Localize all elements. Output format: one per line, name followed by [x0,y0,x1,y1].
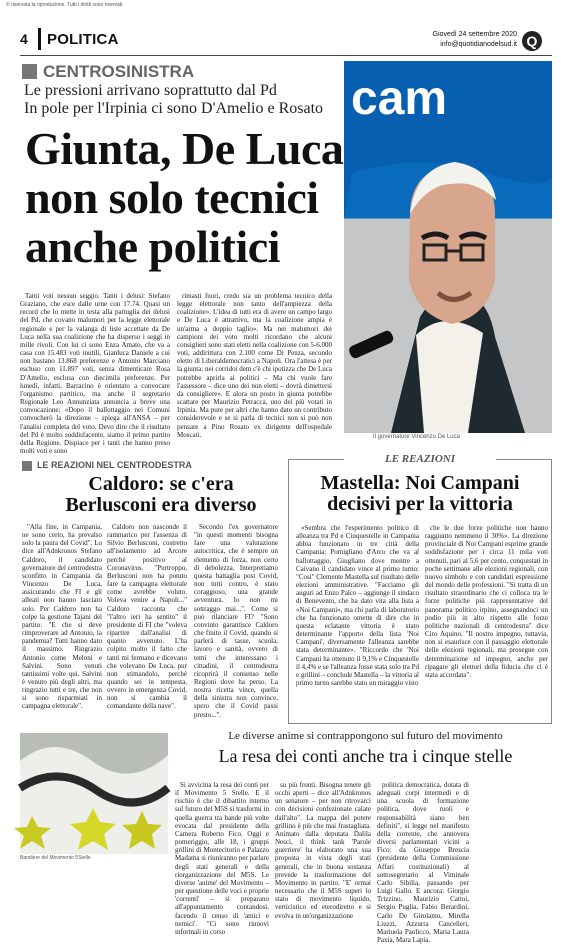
main-kicker: CENTROSINISTRA [43,62,195,81]
main-headline [25,124,345,271]
reactions-headline-line-1: Mastella: Noi Campani [320,472,520,494]
copyright-notice: © riservata la riproduzione. Tutti i diritti sono riservati. [6,2,124,8]
publication-date: Giovedì 24 settembre 2020 [432,31,517,38]
q-logo-icon: Q [522,31,542,51]
reactions-paragraph-2: che le due forze politiche non hanno raggiunto nemmeno il 30%». La direzione provinciale di Noi Campani esprime grande soddisfazione per i circa 11 mila voti ottenuti, pari al 5,6 per cento, conquistati in poche settimane alle elezioni regionali, con nuovo simbolo e con candidati espressione del mondo delle professioni. "Si tratta di un risultato straordinario che ci colloca tra le forze politiche più rappresentative del panorama politico irpino, assegnandoci un podio più in alto rispetto alle forze politiche nazionali di centrodestra" dice Ciro Aquino. "Il nostro impegno, tuttavia, non si esaurisce con il passaggio elettorale delle elezioni regionali, ma prosegue con determinazione ed impegno, anche per ripagare gli elettori della fiducia che ci è stata accordata". [425,524,548,679]
de-luca-photo-illustration [344,61,552,433]
reactions-column-2 [425,524,548,718]
header-rule [38,28,41,50]
reactions-paragraph-1: «Sembra che l'esperimento politico di alleanza tra Pd e Cinquestelle in Campania abbia funzionato in tre città della Campania: Pomigliano d'Arco che va al ballottaggio, Giugliano dove mentre a Caivano il candidato vince al primo turno: "Così" Clemente Mastella sul risultato delle elezioni amministrative. "Facciamo gli auguri ad Enzo Palco – aggiunge il sindaco di Benevento, che ha dato vita alla lista a «Noi Campani», ma chi parla di laboratorio che ha funzionato omette di dire che in questa eclatante vittoria è stato determinante l'apporto della lista 'Noi Campani', diversamente l'alleanza sarebbe stata determinante». "Riccordo che 'Noi Campani ha ottenuto il 9,1% e Cinquestelle il 4,4% e se l'alleanza fosse stata solo tra Pd e grillini – conclude Mastella – la vittoria al primo turno sarebbe stato un miraggio visto [296,524,419,687]
reactions-label: LE REAZIONI [344,452,496,466]
centrodestra-headline-line-1: Caldoro: se c'era [88,473,234,495]
centrodestra-headline [42,474,280,516]
centrodestra-paragraph-2: Caldoro non nasconde il rammarico per l'assenza di Silvio Berlusconi, costretto all'isolamento ad Arcore perché positivo al Coronavirus. "Purtroppo, Berlusconi non ha potuto fare la campagna elettorale come avrebbe voluto. Voleva venire a Napoli..." Caldoro racconta che "l'altro ieri ha sentito" il presidente di FI che "voleva ripartire dall'analisi di quanto avvenuto. L'ha colpito molto il fatto che tanti mi fermano e dicevano che volevano De Luca, pur non stimandolo, perché quando sei in tempesta, ovvero in emergenza Covid, non si cambia il comandante della nave". [107,523,187,711]
main-headline-line-3: anche politici [25,221,280,272]
main-deck [24,82,342,118]
main-deck-line-1: Le pressioni arrivano soprattutto dal Pd [24,82,277,99]
main-deck-line-2: In pole per l'Irpinia ci sono D'Amelio e Rosato [24,100,324,117]
movement-photo-caption: Bandiere del Movimento 5Stelle [20,855,91,861]
movement-flags-photo [20,733,168,854]
centrodestra-column-3 [194,523,278,721]
main-story-column-1 [20,292,170,455]
bottom-story-paragraph-2: su più fronti. Bisogna tenere gli occhi aperti – dice all'Adnkronos un senatore – per non ritrovarci con decisioni confezionate calate dall'alto". La mappa del potere grillino è più che mai frastagliata. Animato dalla deputata Dalila Nesci, il think tank 'Parole guerriere' ha elaborato una sua proposta in vista degli stati generali, che in buona sostanza prevede la trasformazione del Movimento in partito. "E' ormai necessario che il M5S superi lo stato di movimento liquido, verticistico ed eterodiretto e si evolva in un'organizzazione [275,781,371,920]
header-divider [20,55,552,56]
centrodestra-paragraph-1: "Alla fine, in Campania, ne sono certo, ha prevalso solo la paura del Covid". Lo dice all'Adnkronos Stefano Caldoro, il candidato governatore del centrodestra sconfitto in Campania da Vincenzo De Luca, assicurando che FI e gli alleati non hanno lasciato solo. Per Caldoro non ha colpe la gestione Tajani del partito: "E che si deve rimproverare ad Antonio, la pandemia? Tutti hanno dato il massimo. Ringrazio Antonio come Meloni e Salvini. Sono venuti tantissimi volte qui. Salvini è venuto più degli altri, ma ringrazio tutti e tre, che non si sono risparmiati in campagna elettorale". [22,523,102,711]
main-headline-line-2: non solo tecnici [25,172,319,223]
reactions-headline-line-2: decisivi per la vittoria [327,493,513,515]
main-story-paragraph-2: rimasti fuori, credo sia un problema tecnico della legge elettorale non tanto dell'ampiezza della coalizione». L'idea di tutti era di avere un campo largo e De Luca è attrattivo, ma la coalizione ampia è un'arma a doppio taglio». Ma nei malumori dei campioni dei voto molti ricordano che alcuni consiglieri sono stati eletti nella coalizione con 5-6.000 voti, addirittura con 2.100 come Di Penza, secondo eletto di Liberaldemocratici a Napoli. Ora l'attesa è per la giunta: nei corridoi dem c'è chi ipotizza che De Luca potrebbe aprirla ai politici – Ma chi vuole fare l'assessore – dice uno dei non eletti – dovrà dimettersi da consigliere». E alora un posto in giunta potrebbe scattare per Maurizio Petracca, uno dei più votati in Irpinia. Ma pure per altri che hanno dato un contributo considerevole e se si parla di tecnici non si può non pensare a Pino Rosato ex dirigente dell'ospedale Moscati. [177,292,332,439]
centrodestra-section-marker [22,461,32,471]
main-photo-caption: Il governatore Vincenzo De Luca [373,434,460,440]
centrodestra-label: LE REAZIONI NEL CENTRODESTRA [37,460,192,470]
bottom-story-paragraph-1: Si avvicina la resa dei conti per il Movimento 5 Stelle. E il rischio è che il dibattito interno sul futuro del M5S si trasformi in quella guerra tra bande più volte evocata dal presidente della Camera Roberto Fico. Oggi e pomeriggio, alle 18, i gruppi grillini di Montecitorio e Palazzo Madama si riuniranno per parlare degli stati generali e della riorganizzazione del M5S. Le diverse 'anime' del Movimento – per questione delle voci e proprie 'correnti' – si preparano all'appuntamento contandosi, facendo il censo di 'amici e nemici'. "Ci sono rinnovi informali in corso [175,781,269,936]
reactions-headline [303,473,537,515]
main-story-column-2 [177,292,332,439]
publication-email: info@quotidianodelsud.it [440,41,517,48]
reactions-column-1 [296,524,419,718]
bottom-deck: Le diverse anime si contrappongono sul futuro del movimento [228,730,503,742]
de-luca-photo [344,61,552,433]
centrodestra-paragraph-3: Secondo l'ex governatore "in questi momenti bisogna fare una valutazione autocritica, che è sempre un elemento di forza, non certo di debolezza. Interpretiamo questa battaglia post Covid, non tutti contro, è stato coraggioso, una grande avventura. Io non mi sottraggo mai...". Come si può rilanciare FI? "Sono convinto garantisce Caldoro che finito il Covid, quando si parlerà di tasse, scuola, lavoro e sanità, ovvero di temi che interessano i cittadini, il centrodestra ricoprirà il consenso nelle Regioni dove ha perso. La nostra ricetta vince, quella della sinistra non convince, spero che il Covid passi presto...". [194,523,278,719]
main-story-paragraph-1: Tanti voti nessun seggio. Tanti i delusi: Stefano Graziano, che esce dalle urne con 17.74. Quasi un record che lo mette in testa alla pattuglia dei delusi del Pd, che covano malumori per la legge elettorale regionale e per la valanga di liste accettate da De Luca nella sua coalizione che ha disperso i seggi in mille rivoli. Con lui ci sono Enza Amato, che va a casa con 15.483 voti inutili, Gianluca Daniele a cui non bastano 13.868 preferenze e Antonio Marciano escluso con 11.897 voti, senza dimenticare Rosa D'Amelio, esclusa con diecimila preferenze. Per lunedì, infatti, Barracino è orientato a convocare l'organismo partitico, ma anche il segretario Regionale Leo Annunziata annuncia a breve una convocazione: «Dopo il ballottaggio nei Comuni convocherò la direzione – spiega all'ANSA – per l'analisi completa del voto. Devo dire che il risultato del Pd è molto soddisfacente, siamo il primo partito della Regione. Dispiace per i tanti che hanno preso molti voti e sono [20,292,170,455]
page-number: 4 [20,31,28,47]
centrodestra-column-2 [107,523,187,721]
publication-dateline [402,30,517,50]
section-title: POLITICA [47,31,119,48]
movement-flags-illustration [20,733,168,854]
section-marker [22,64,37,79]
bottom-story-column-2 [275,781,371,920]
main-headline-line-1: Giunta, De Luca [25,123,344,174]
centrodestra-headline-line-2: Berlusconi era diverso [65,494,257,516]
bottom-headline: La resa dei conti anche tra i cinque stelle [218,746,513,766]
bottom-story-column-1 [175,781,269,936]
bottom-story-paragraph-3: politica democratica, dotata di adeguati corpi intermedi e di una scuola di formazione politica, dove ruoli e responsabilità siano ben definiti", si legge nel manifesto della corrente, che annovera diversi parlamentari vicini a Fico: da Giuseppe Brescia (presidente della Commissione Affari costituzionali) al sottosegretario al Viminale Carlo Sibilia, passando per Luigi Gallo. E ancora: Giorgio Trizzino, Maurizio Cattoi, Sergio Puglia, Fabio Berardini, Carlo De Girolamo, Mirella Liuzzi, Azzurra Cancelleri, Mariuela Paolicco, Maria Laura Paxia, Mara Lapia. [377,781,469,944]
bottom-story-column-3 [377,781,469,944]
centrodestra-column-1 [22,523,102,721]
campaign-banner-text: cam [351,72,448,125]
